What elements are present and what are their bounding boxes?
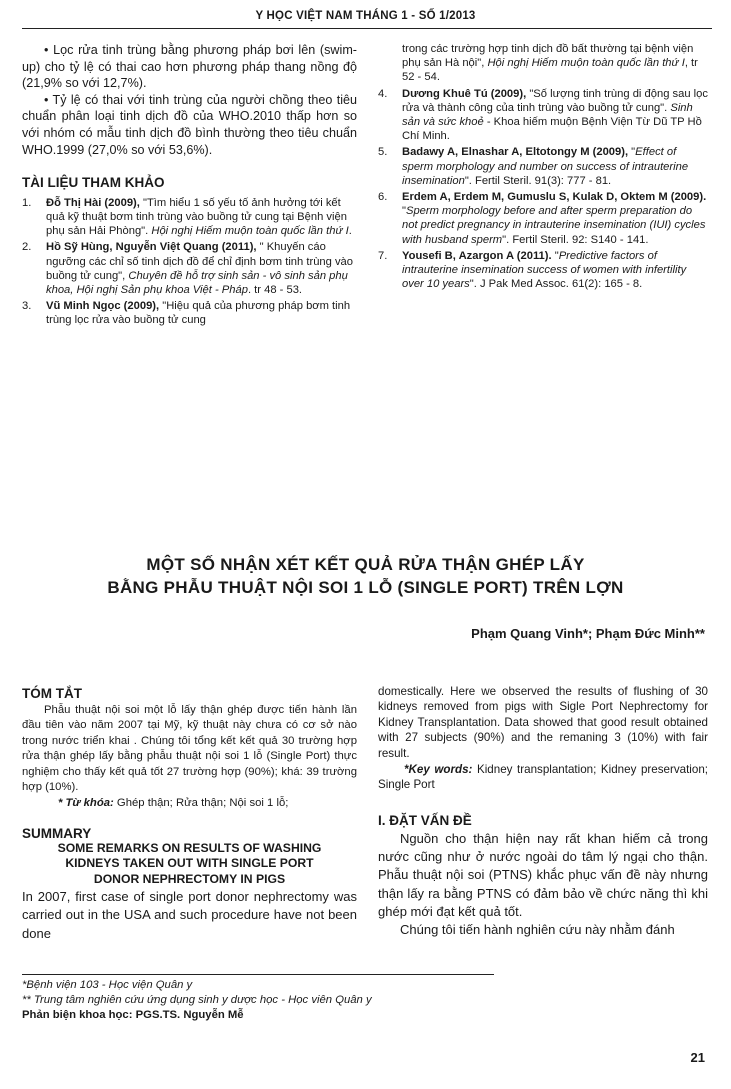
page-number: 21 [690,1050,705,1065]
summary-en-title [22,841,357,888]
reference-body [402,249,708,292]
footnote-rule [22,974,494,975]
article-title-line-1: MỘT SỐ NHẬN XÉT KẾT QUẢ RỬA THẬN GHÉP LẤY [146,555,585,574]
reference-body [402,190,708,247]
reference-right-1 [378,42,708,85]
reference-left-1 [22,196,357,239]
reference-text: " [551,249,559,262]
reference-source: Chuyên đề hỗ trợ sinh sản - vô sinh sản phụ khoa, Hội nghị Sản phụ khoa Việt - Pháp [46,269,348,296]
reference-source: Predictive factors of intrauterine insemination success of women with infertility over 10 years [402,249,687,291]
reference-right-5 [378,249,708,292]
reference-body [402,145,708,188]
reference-authors: Dương Khuê Tú (2009), [402,87,527,100]
reference-text: trong các trường hợp tinh dịch đồ bất thường tại bệnh viện phụ sản Hà nội", [402,43,694,70]
footnotes [22,978,372,1023]
reference-authors: Hồ Sỹ Hùng, Nguyễn Việt Quang (2011), [46,241,257,254]
reference-source: Hội nghị Hiếm muộn toàn quốc lần thứ I [487,57,685,70]
reference-body [402,87,708,144]
reference-authors: Vũ Minh Ngọc (2009), [46,300,160,313]
reference-authors: Đỗ Thị Hài (2009), [46,196,140,209]
reference-text: " [402,205,406,218]
reference-right-2 [378,87,708,144]
reference-left-2 [22,240,357,297]
summary-text-continued: domestically. Here we observed the results of flushing of 30 kidneys removed from pigs with Sigle Port Nephrectomy for Kidney Transplantation. Data showed that good result obtained with 27 subjects (90%) and the remaning 3 (10%) with fair result. [378,685,708,760]
reference-right-4 [378,190,708,247]
footnote-1: *Bệnh viện 103 - Học viện Quân y [22,979,193,991]
top-left-column [22,42,357,330]
abstract-vn-title: TÓM TẮT [22,686,82,701]
reference-tail: ". Fertil Steril. 92: S140 - 141. [502,233,649,246]
summary-keywords-label: *Key words: [404,763,473,777]
abstract-vn-keywords-value: Ghép thận; Rửa thận; Nội soi 1 lỗ; [113,797,289,810]
reference-text: "Hiệu quả của phương pháp bơm tinh trùng lọc rửa vào buồng tử cung [46,300,351,327]
footnote-3 [22,1008,372,1023]
header-rule [22,28,712,29]
reference-number [378,42,402,85]
reference-text: "Tìm hiểu 1 số yếu tố ảnh hưởng tới kết quả kỹ thuật bơm tinh trùng vào buồng tử cung tại Bệnh viện phụ sản Hải Phòng". [46,196,347,238]
top-right-column [378,42,708,293]
reference-tail: , tr 52 - 54. [402,57,698,84]
reference-tail: . [348,225,352,238]
reference-source: Sperm morphology before and after sperm preparation do not predict pregnancy in intrauterine insemination (IUI) cycles with husband sperm [402,205,706,246]
reference-tail: . tr 48 - 53. [247,283,303,296]
reviewer-name: PGS.TS. Nguyễn Mễ [132,1009,244,1021]
conclusion-bullet-1: • Lọc rửa tinh trùng bằng phương pháp bơi lên (swim-up) cho tỷ lệ có thai cao hơn phương pháp thang nồng độ (21,9% so với 12,7%). [22,43,357,91]
abstract-vn-keywords [22,796,357,811]
abstract-vn-text: Phẫu thuật nội soi một lỗ lấy thận ghép được tiến hành lần đầu tiên vào năm 2007 tại Mỹ, kỹ thuật này chưa có cơ sở nào trong nước triển khai . Chúng tôi tổng kết kết quả 30 trường hợp rửa thận ghép lấy bằng phẫu thuật nội soi 1 lỗ (Single Port) thực nghiệm cho thấy kết quả tốt 27 trường hợp (90%); khá: 39 trường hợp (10%). [22,704,357,794]
references-list-left [22,196,357,328]
reference-source: Effect of sperm morphology and number on success of intrauterine insemination [402,146,689,187]
references-list-right [378,42,708,291]
footnote-2: ** Trung tâm nghiên cứu ứng dụng sinh y dược học - Học viên Quân y [22,994,372,1006]
reference-left-3 [22,299,357,327]
summary-en-title-line-3: DONOR NEPHRECTOMY IN PIGS [93,872,286,887]
reference-authors: Erdem A, Erdem M, Gumuslu S, Kulak D, Oktem M (2009). [402,191,707,204]
reference-number: 4. [378,87,388,100]
reference-tail: ". J Pak Med Assoc. 61(2): 165 - 8. [469,278,643,291]
article-authors: Phạm Quang Vinh*; Phạm Đức Minh** [471,626,705,641]
summary-en-title-line-2: KIDNEYS TAKEN OUT WITH SINGLE PORT [65,856,314,871]
references-title: TÀI LIỆU THAM KHẢO [22,175,165,191]
reference-number: 7. [378,249,388,262]
bottom-right-column [378,684,708,940]
reference-body [46,299,357,327]
reference-body [46,240,357,297]
reference-source: Sinh sản và sức khoẻ [402,101,693,129]
summary-text: In 2007, first case of single port donor nephrectomy was carried out in the USA and such procedure have not been done [22,888,357,941]
reference-number: 3. [22,300,32,313]
reference-source: Hội nghị Hiếm muộn toàn quốc lần thứ I [151,225,349,238]
reference-right-3 [378,145,708,188]
journal-header: Y HỌC VIỆT NAM THÁNG 1 - SỐ 1/2013 [255,10,476,22]
conclusion-bullet-2: • Tỷ lệ có thai với tinh trùng của người chồng theo tiêu chuẩn phân loại tinh dịch đồ của WHO.2010 thấp hơn so với nhóm có mẫu tinh dịch đồ bình thường theo tiêu chuẩn WHO.1999 (27,0% so với 53,6%). [22,92,357,157]
intro-title: I. ĐẶT VẤN ĐỀ [378,812,472,828]
reference-body [402,42,708,85]
reference-authors: Yousefi B, Azargon A (2011). [402,249,552,262]
summary-title: SUMMARY [22,825,92,841]
article-title [0,553,731,599]
summary-en-title-line-1: SOME REMARKS ON RESULTS OF WASHING [57,840,322,855]
intro-paragraph-2: Chúng tôi tiến hành nghiên cứu này nhằm đánh [400,922,675,938]
reference-number: 1. [22,196,32,209]
reference-authors: Badawy A, Elnashar A, Eltotongy M (2009), [402,146,629,159]
reference-tail: - Khoa hiếm muộn Bệnh Viện Từ Dũ TP Hồ Chí Minh. [402,116,702,143]
reference-text: " [628,146,636,159]
reference-text: "Số lượng tinh trùng di động sau lọc rửa và thành công của tinh trùng vào buồng tử cung". [402,87,708,114]
reviewer-label: Phản biện khoa học: [22,1009,133,1021]
abstract-vn-keywords-label: * Từ khóa: [58,797,114,810]
reference-text: " Khuyến cáo ngưỡng các chỉ số tinh dịch đồ để chỉ định bơm tinh trùng vào buồng tử cung", [46,241,354,282]
reference-number: 2. [22,241,32,254]
reference-number: 6. [378,191,388,204]
summary-keywords-value: Kidney transplantation; Kidney preservation; Single Port [378,763,708,792]
reference-body [46,196,357,239]
reference-tail: ". Fertil Steril. 91(3): 777 - 81. [464,174,612,187]
article-title-line-2: BẰNG PHẪU THUẬT NỘI SOI 1 LỖ (SINGLE PORT) TRÊN LỢN [107,578,624,597]
intro-paragraph-1: Nguồn cho thận hiện nay rất khan hiếm cả trong nước cũng như ở nước ngoài do tâm lý ngại cho thận. Phẫu thuật nội soi (PTNS) khắc phục vấn đề này nhưng thận lấy ra bằng PTNS có đảm bảo về chức năng thì khi ghép mới đạt kết quả tốt. [378,830,708,920]
bottom-left-column [22,686,357,943]
reference-number: 5. [378,146,388,159]
summary-keywords [378,762,708,793]
